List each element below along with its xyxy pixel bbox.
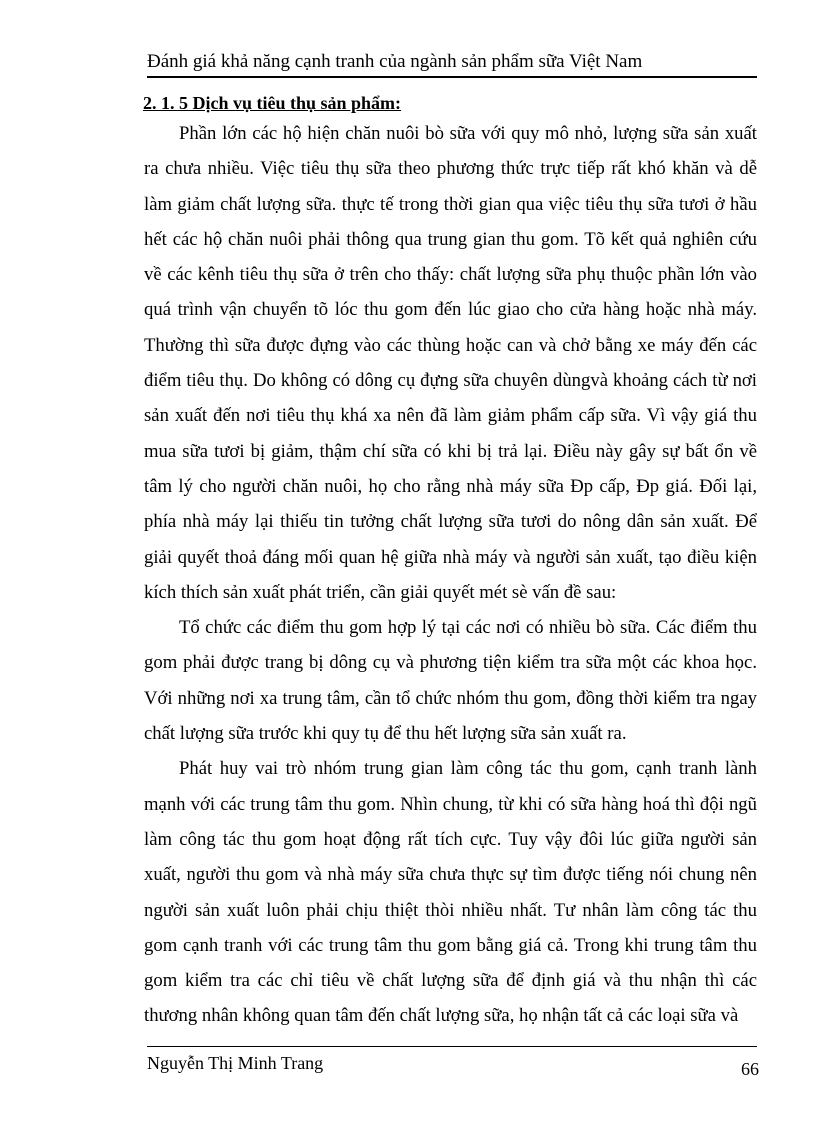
text-line: làm giảm chất lượng sữa. thực tế trong thời gian qua việc tiêu thụ sữa tươi ở hầu	[144, 193, 757, 215]
text-line: thương nhân không quan tâm đến chất lượng sữa, họ nhận tất cả các loại sữa và	[144, 1005, 739, 1027]
text-line: kích thích sản xuất phát triển, cần giải quyết mét sè vấn đề sau:	[144, 581, 617, 603]
text-line: gom cạnh tranh với các trung tâm thu gom bằng giá cả. Trong khi trung tâm thu	[144, 934, 757, 956]
paragraph	[144, 116, 757, 610]
footer-author: Nguyễn Thị Minh Trang	[147, 1053, 324, 1073]
text-line: Thường thì sữa được đựng vào các thùng hoặc can và chở bằng xe máy đến các	[144, 334, 757, 356]
text-line: xuất, người thu gom và nhà máy sữa chưa thực sự tìm được tiếng nói chung nên	[144, 864, 757, 886]
section-heading: 2. 1. 5 Dịch vụ tiêu thụ sản phẩm:	[143, 93, 402, 113]
text-line: phía nhà máy lại thiếu tin tưởng chất lượng sữa tươi do nông dân sản xuất. Để	[144, 511, 757, 533]
text-line: về các kênh tiêu thụ sữa ở trên cho thấy: chất lượng sữa phụ thuộc phần lớn vào	[144, 264, 757, 286]
text-line: làm công tác thu gom hoạt động rất tích cực. Tuy vậy đôi lúc giữa người sản	[144, 828, 757, 850]
text-line: gom kiểm tra các chỉ tiêu về chất lượng sữa để định giá và thu nhận thì các	[144, 970, 757, 992]
header-title: Đánh giá khả năng cạnh tranh của ngành sản phẩm sữa Việt Nam	[147, 51, 643, 72]
text-line: quá trình vận chuyển tõ lóc thu gom đến lúc giao cho cửa hàng hoặc nhà máy.	[144, 299, 757, 321]
page-footer	[147, 1046, 757, 1087]
paragraph	[144, 610, 757, 751]
text-line: hết các hộ chăn nuôi phải thông qua trung gian thu gom. Tõ kết quả nghiên cứu	[144, 228, 757, 250]
text-line: Phần lớn các hộ hiện chăn nuôi bò sữa với quy mô nhỏ, lượng sữa sản xuất	[179, 123, 757, 144]
text-line: mua sữa tươi bị giảm, thậm chí sữa có khi bị trả lại. Điều này gây sự bất ổn về	[144, 440, 757, 462]
text-line: người sản xuất luôn phải chịu thiệt thòi nhiều nhất. Tư nhân làm công tác thu	[144, 899, 757, 921]
text-line: gom phải được trang bị dông cụ và phương tiện kiểm tra sữa một các khoa học.	[144, 652, 757, 674]
text-line: ra chưa nhiều. Việc tiêu thụ sữa theo phương thức trực tiếp rất khó khăn và dễ	[144, 158, 757, 180]
text-line: Phát huy vai trò nhóm trung gian làm công tác thu gom, cạnh tranh lành	[179, 758, 757, 780]
text-line: chất lượng sữa trước khi quy tụ để thu hết lượng sữa sản xuất ra.	[144, 723, 627, 745]
paragraph	[144, 751, 757, 1033]
text-line: Tổ chức các điểm thu gom hợp lý tại các nơi có nhiều bò sữa. Các điểm thu	[179, 617, 757, 639]
text-line: Với những nơi xa trung tâm, cần tổ chức nhóm thu gom, đồng thời kiểm tra ngay	[144, 687, 757, 709]
page-number: 66	[741, 1059, 759, 1079]
page-header	[147, 50, 757, 78]
text-line: mạnh với các trung tâm thu gom. Nhìn chung, từ khi có sữa hàng hoá thì đội ngũ	[144, 793, 757, 815]
text-line: sản xuất đến nơi tiêu thụ khá xa nên đã làm giảm phẩm cấp sữa. Vì vậy giá thu	[144, 405, 757, 427]
text-line: giải quyết thoả đáng mối quan hệ giữa nhà máy và người sản xuất, tạo điều kiện	[144, 546, 757, 568]
document-body	[144, 116, 757, 1034]
text-line: tâm lý cho người chăn nuôi, họ cho rằng nhà máy sữa Đp cấp, Đp giá. Đối lại,	[144, 475, 757, 497]
text-line: điểm tiêu thụ. Do không có dông cụ đựng sữa chuyên dùngvà khoảng cách từ nơi	[144, 370, 757, 392]
